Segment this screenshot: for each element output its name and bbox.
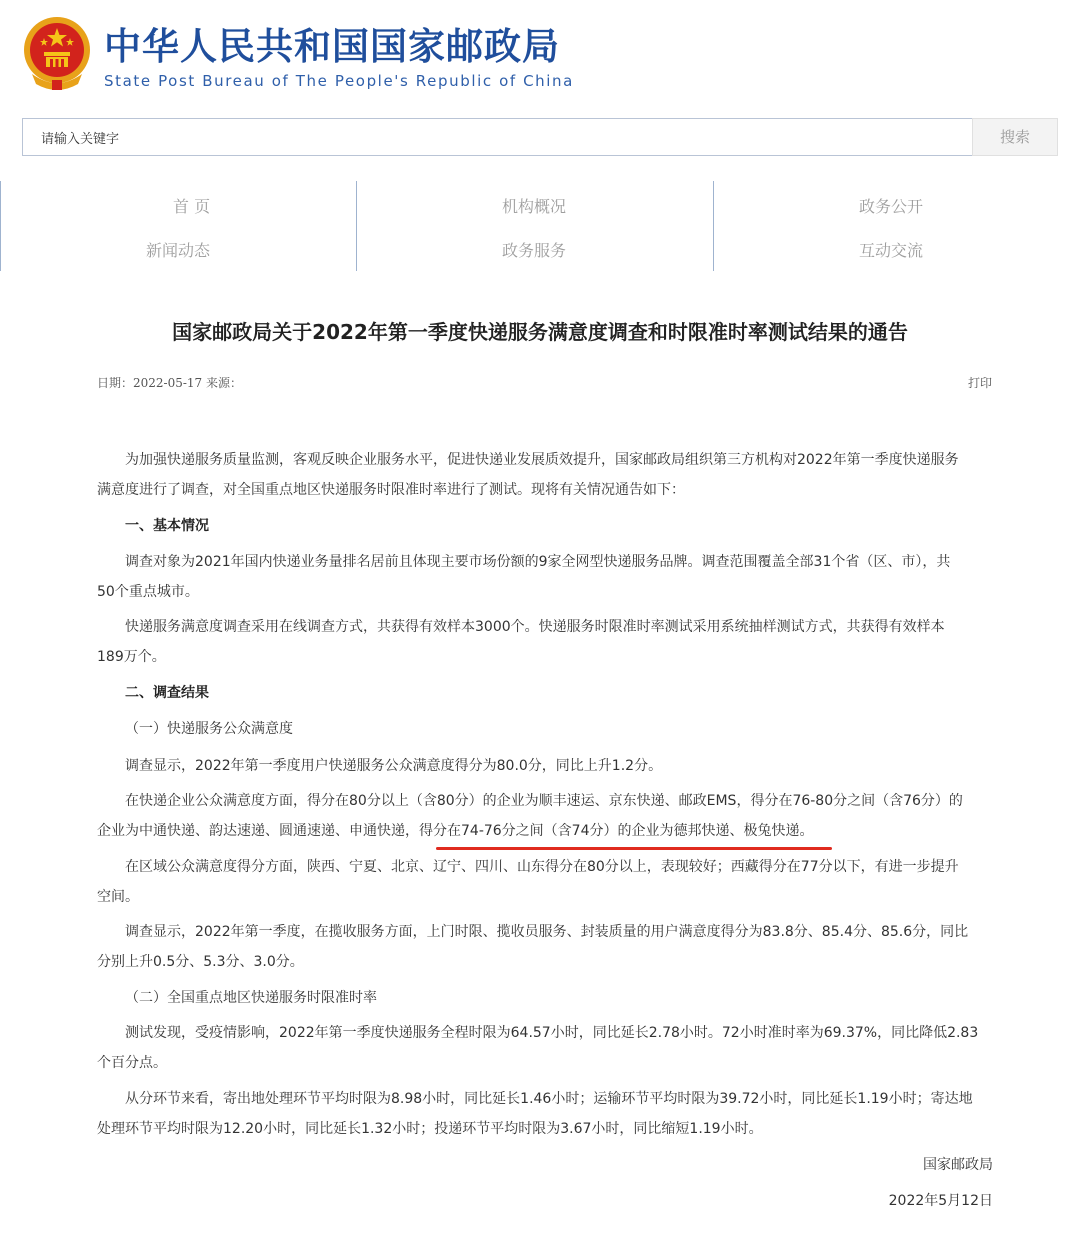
- site-subtitle: State Post Bureau of The People's Republic of China: [104, 72, 574, 90]
- paragraph: [97, 1018, 997, 1078]
- nav-divider: [356, 181, 357, 271]
- date-block: [97, 1186, 993, 1216]
- paragraph: [97, 751, 997, 781]
- subsection-title-timeliness: （二）全国重点地区快递服务时限准时率: [125, 990, 377, 1006]
- text-line: 分别上升0.5分、5.3分、3.0分。: [97, 954, 304, 970]
- print-link[interactable]: 打印: [968, 376, 993, 390]
- site-title: 中华人民共和国国家邮政局: [104, 25, 560, 68]
- search-button[interactable]: 搜索: [972, 118, 1058, 156]
- text-line: 空间。: [97, 889, 139, 905]
- text-line: 50个重点城市。: [97, 584, 199, 600]
- section-title-basic: 一、基本情况: [125, 518, 209, 534]
- national-emblem-icon[interactable]: [22, 14, 92, 92]
- text-line: 在区域公众满意度得分方面，陕西、宁夏、北京、辽宁、四川、山东得分在80分以上，表现较好；西藏得分在77分以下，有进一步提升: [125, 859, 959, 875]
- paragraph: [97, 917, 997, 977]
- paragraph-intro: [97, 445, 997, 505]
- text-line: 在快递企业公众满意度方面，得分在80分以上（含80分）的企业为顺丰速运、京东快递、邮政EMS，得分在76-80分之间（含76分）的: [125, 793, 963, 809]
- article-meta: 日期：2022-05-17 来源：: [97, 376, 243, 390]
- nav-item-interaction[interactable]: 互动交流: [859, 241, 924, 260]
- paragraph: [97, 612, 997, 672]
- search-input[interactable]: [22, 118, 972, 156]
- paragraph: [97, 852, 997, 912]
- nav-item-home[interactable]: 首 页: [173, 197, 211, 216]
- nav-item-news[interactable]: 新闻动态: [146, 241, 211, 260]
- text-line: 企业为中通快递、韵达速递、圆通速递、申通快递，得分在74-76分之间（含74分）的企业为德邦快递、极兔快递。: [97, 823, 814, 839]
- text-line: 个百分点。: [97, 1055, 167, 1071]
- text-line: 测试发现，受疫情影响，2022年第一季度快递服务全程时限为64.57小时，同比延长2.78小时。72小时准时率为69.37%，同比降低2.83: [125, 1025, 979, 1041]
- text-line: 满意度进行了调查，对全国重点地区快递服务时限准时率进行了测试。现将有关情况通告如下：: [97, 482, 685, 498]
- signature: 国家邮政局: [923, 1157, 993, 1173]
- text-line: 调查对象为2021年国内快递业务量排名居前且体现主要市场份额的9家全网型快递服务品牌。调查范围覆盖全部31个省（区、市），共: [125, 554, 951, 570]
- nav-item-organization[interactable]: 机构概况: [502, 197, 567, 216]
- section-heading: [97, 678, 997, 708]
- issue-date: 2022年5月12日: [888, 1193, 993, 1209]
- article-title: 国家邮政局关于2022年第一季度快递服务满意度调查和时限准时率测试结果的通告: [172, 320, 908, 344]
- main-nav: [0, 181, 1080, 271]
- nav-divider: [0, 181, 1, 271]
- nav-divider: [713, 181, 714, 271]
- nav-item-services[interactable]: 政务服务: [502, 241, 567, 260]
- paragraph: [97, 547, 997, 607]
- text-line: 调查显示，2022年第一季度，在揽收服务方面，上门时限、揽收员服务、封装质量的用户满意度得分为83.8分、85.4分、85.6分，同比: [125, 924, 969, 940]
- subsection-heading: [97, 714, 997, 744]
- subsection-heading: [97, 983, 997, 1013]
- text-line: 处理环节平均时限为12.20小时，同比延长1.32小时；投递环节平均时限为3.67小时，同比缩短1.19小时。: [97, 1121, 763, 1137]
- text-line: 为加强快递服务质量监测，客观反映企业服务水平，促进快递业发展质效提升，国家邮政局组织第三方机构对2022年第一季度快递服务: [125, 452, 959, 468]
- paragraph: [97, 786, 997, 846]
- text-line: 189万个。: [97, 649, 166, 665]
- section-title-results: 二、调查结果: [125, 685, 209, 701]
- text-line: 快递服务满意度调查采用在线调查方式，共获得有效样本3000个。快递服务时限准时率测试采用系统抽样测试方式，共获得有效样本: [125, 619, 945, 635]
- site-header: [0, 0, 1080, 110]
- paragraph: [97, 1084, 997, 1144]
- nav-item-government-affairs[interactable]: 政务公开: [859, 197, 924, 216]
- subsection-title-satisfaction: （一）快递服务公众满意度: [125, 721, 293, 737]
- text-line: 从分环节来看，寄出地处理环节平均时限为8.98小时，同比延长1.46小时；运输环节平均时限为39.72小时，同比延长1.19小时；寄达地: [125, 1091, 973, 1107]
- signature-block: [97, 1150, 993, 1180]
- section-heading: [97, 511, 997, 541]
- highlight-underline: [436, 847, 832, 850]
- text-line: 调查显示，2022年第一季度用户快递服务公众满意度得分为80.0分，同比上升1.2分。: [125, 758, 663, 774]
